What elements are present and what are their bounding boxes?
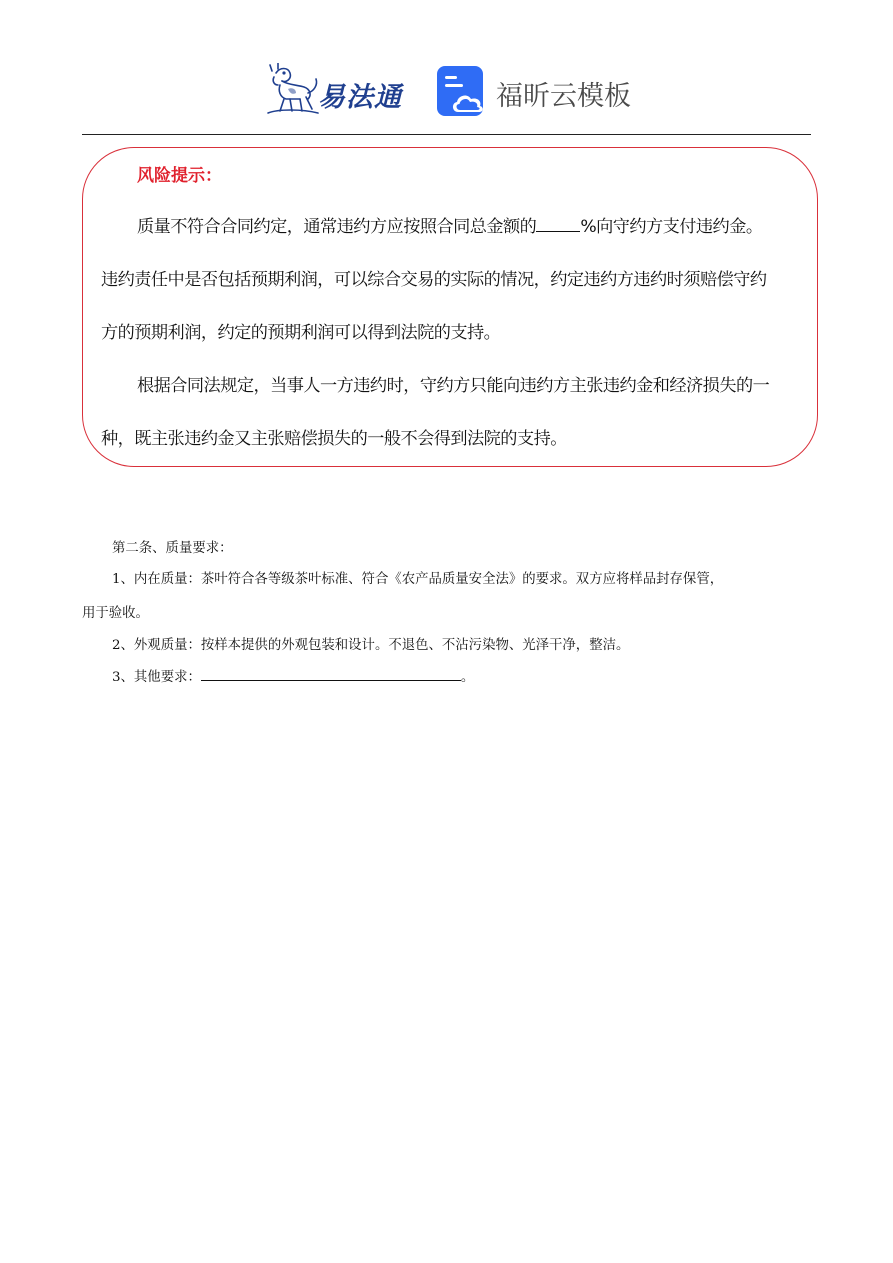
quality-item-3-end: 。 bbox=[460, 670, 475, 685]
quality-item-2: 2、外观质量：按样本提供的外观包装和设计。不退色、不沾污染物、光泽干净，整洁。 bbox=[112, 638, 630, 653]
foxit-template-logo bbox=[436, 65, 636, 119]
other-requirements-blank[interactable] bbox=[201, 668, 461, 681]
risk-paragraph-2-line-1: 根据合同法规定，当事人一方违约时，守约方只能向违约方主张违约金和经济损失的一 bbox=[137, 376, 770, 396]
foxit-template-logo-text: 福昕云模板 bbox=[496, 81, 631, 112]
risk-notice-box bbox=[82, 147, 818, 467]
article-title: 第二条、质量要求： bbox=[112, 541, 233, 556]
page-header bbox=[0, 55, 893, 125]
qilin-emblem-icon bbox=[262, 63, 322, 119]
penalty-percent-blank[interactable] bbox=[536, 215, 580, 232]
risk-paragraph-2-line-2: 种，既主张违约金又主张赔偿损失的一般不会得到法院的支持。 bbox=[101, 429, 567, 449]
yifatong-logo-text: 易法通 bbox=[318, 82, 402, 113]
risk-notice-title: 风险提示： bbox=[137, 166, 222, 186]
header-divider bbox=[82, 134, 811, 135]
risk-paragraph-1-line-2: 违约责任中是否包括预期利润，可以综合交易的实际的情况，约定违约方违约时须赔偿守约 bbox=[101, 270, 767, 290]
quality-item-1-line-2: 用于验收。 bbox=[82, 606, 149, 621]
quality-item-1-line-1: 1、内在质量：茶叶符合各等级茶叶标准、符合《农产品质量安全法》的要求。双方应将样品封存保管， bbox=[112, 572, 724, 587]
risk-paragraph-1-line-1 bbox=[137, 212, 762, 237]
quality-item-3-label: 3、其他要求： bbox=[112, 670, 201, 685]
risk-p1-line1-text-end: %向守约方支付违约金。 bbox=[580, 217, 763, 237]
yifatong-logo bbox=[262, 63, 417, 119]
risk-p1-line1-text: 质量不符合合同约定，通常违约方应按照合同总金额的 bbox=[137, 217, 537, 237]
risk-paragraph-1-line-3: 方的预期利润，约定的预期利润可以得到法院的支持。 bbox=[101, 323, 501, 343]
quality-item-3 bbox=[112, 666, 474, 685]
cloud-document-icon bbox=[436, 65, 490, 119]
